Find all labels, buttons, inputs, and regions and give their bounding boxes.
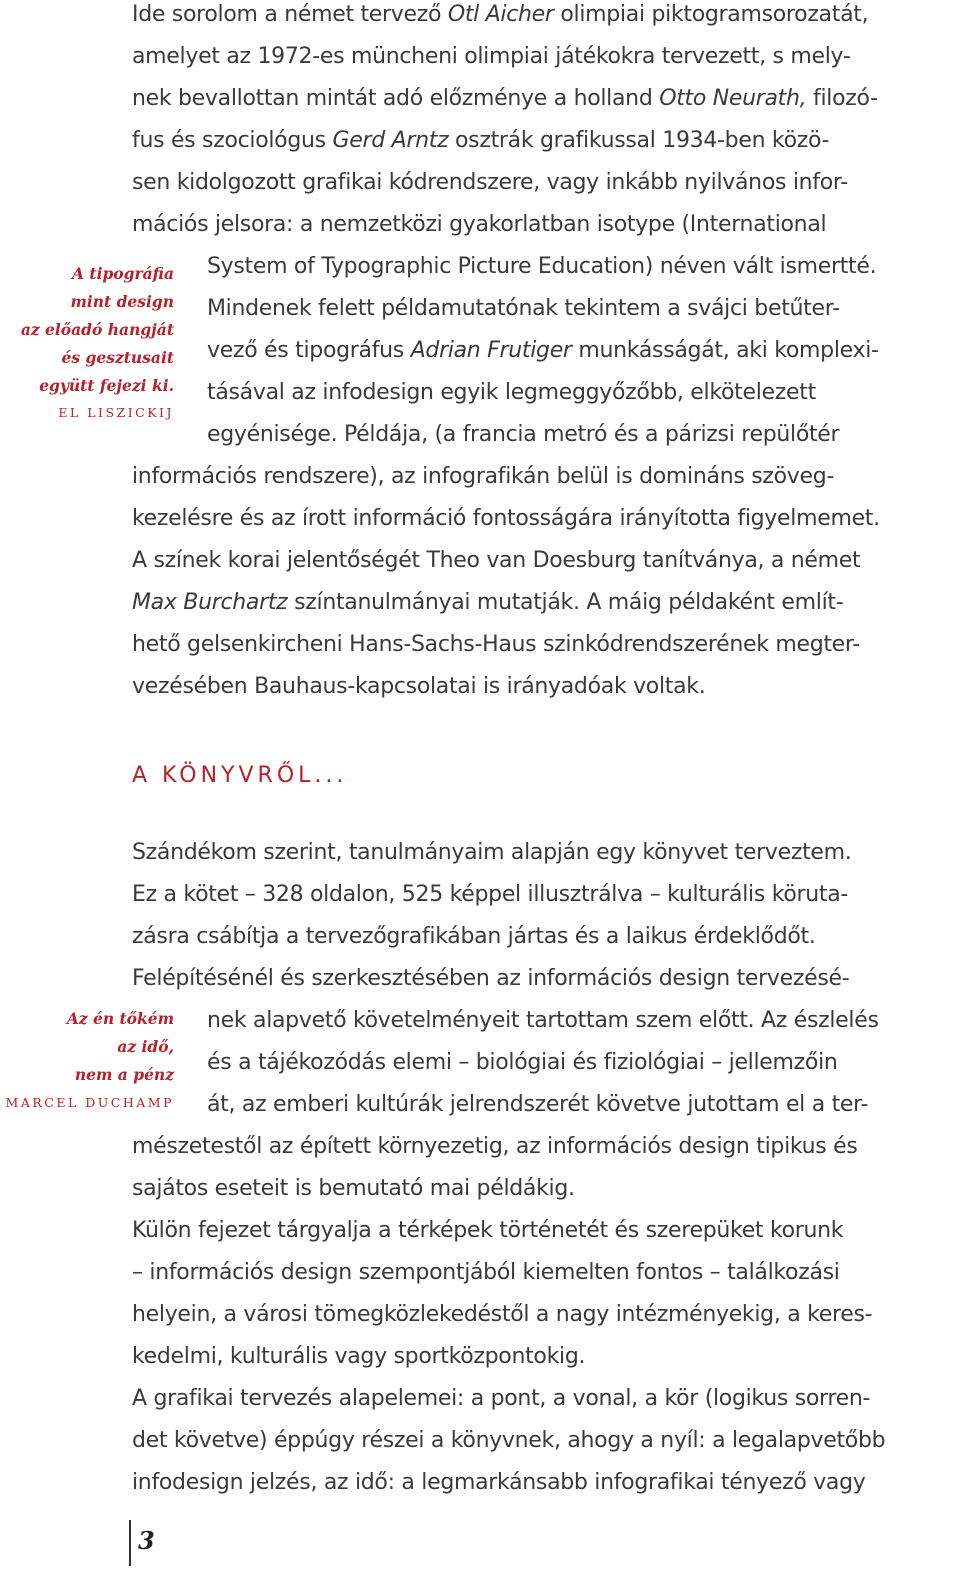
quote-line: Az én tőkém	[66, 1009, 174, 1028]
text-line: egyénisége. Példája, (a francia metró és a párizsi repülőtér	[207, 422, 840, 447]
text-line: mációs jelsora: a nemzetközi gyakorlatban isotype (International	[132, 212, 827, 237]
quote-line: együtt fejezi ki.	[39, 376, 174, 395]
quote-line: mint design	[70, 292, 174, 311]
text-line: sajátos eseteit is bemutató mai példákig.	[132, 1176, 575, 1201]
text-line: és a tájékozódás elemi – biológiai és fiziológiai – jellemzőin	[207, 1050, 838, 1075]
text-line: információs rendszere), az infografikán belül is domináns szöveg-	[132, 464, 835, 489]
quote-line: nem a pénz	[74, 1065, 174, 1084]
text-line: át, az emberi kultúrák jelrendszerét követve jutottam el a ter-	[207, 1092, 869, 1117]
page-number: 3	[138, 1526, 155, 1555]
text-line: A színek korai jelentőségét Theo van Doesburg tanítványa, a német	[132, 548, 861, 573]
quote-line: az előadó hangját	[20, 320, 174, 339]
text-line: hető gelsenkircheni Hans-Sachs-Haus szinkódrendszerének megter-	[132, 632, 860, 657]
text-line: nek alapvető követelményeit tartottam szem előtt. Az észlelés	[207, 1008, 879, 1033]
text-line: Ide sorolom a német tervező Otl Aicher olimpiai piktogramsorozatát,	[132, 2, 869, 27]
name-otl-aicher: Otl Aicher	[447, 2, 554, 27]
name-adrian-frutiger: Adrian Frutiger	[410, 338, 572, 363]
text-line: kezelésre és az írott információ fontosságára irányította figyelmemet.	[132, 506, 880, 531]
text-line: vezésében Bauhaus-kapcsolatai is irányadóak voltak.	[132, 674, 706, 699]
name-gerd-arntz: Gerd Arntz	[332, 128, 449, 153]
section-heading: A KÖNYVRŐL...	[132, 763, 348, 788]
text-line: sen kidolgozott grafikai kódrendszere, vagy inkább nyilvános infor-	[132, 170, 848, 195]
text-line: amelyet az 1972-es müncheni olimpiai játékokra tervezett, s mely-	[132, 44, 851, 69]
text-line: zásra csábítja a tervezőgrafikában jártas és a laikus érdeklődőt.	[132, 924, 816, 949]
text-line: Külön fejezet tárgyalja a térképek történetét és szerepüket korunk	[132, 1218, 844, 1243]
text-line: fus és szociológus Gerd Arntz osztrák grafikussal 1934-ben közö-	[132, 128, 830, 153]
text-line: Ez a kötet – 328 oldalon, 525 képpel illusztrálva – kulturális körutа-	[132, 882, 849, 907]
name-otto-neurath: Otto Neurath,	[659, 86, 807, 111]
text-line: Max Burchartz színtanulmányai mutatják. A máig példaként említ-	[132, 590, 844, 615]
text-line: Mindenek felett példamutatónak tekintem a svájci betűter-	[207, 296, 840, 321]
name-max-burchartz: Max Burchartz	[132, 590, 288, 615]
text-line: kedelmi, kulturális vagy sportközpontokig.	[132, 1344, 586, 1369]
quote-author: EL LISZICKIJ	[58, 405, 174, 420]
text-line: infodesign jelzés, az idő: a legmarkánsabb infografikai tényező vagy	[132, 1470, 866, 1495]
text-line: helyein, a városi tömegközlekedéstől a nagy intézményekig, a keres-	[132, 1302, 873, 1327]
text-line: nek bevallottan mintát adó előzménye a holland Otto Neurath, filozó-	[132, 86, 878, 111]
text-line: vező és tipográfus Adrian Frutiger munkásságát, aki komplexi-	[207, 338, 879, 363]
page-number-rule	[129, 1520, 131, 1566]
quote-author: MARCEL DUCHAMP	[5, 1095, 174, 1110]
text-line: mészetestől az épített környezetig, az információs design tipikus és	[132, 1134, 858, 1159]
text-line: A grafikai tervezés alapelemei: a pont, a vonal, a kör (logikus sorren-	[132, 1386, 871, 1411]
quote-line: és gesztusait	[61, 348, 174, 367]
text-line: Szándékom szerint, tanulmányaim alapján egy könyvet terveztem.	[132, 840, 852, 865]
quote-line: A tipográfia	[71, 264, 174, 283]
text-line: Felépítésénél és szerkesztésében az információs design tervezésé-	[132, 966, 850, 991]
text-line: det követve) éppúgy részei a könyvnek, ahogy a nyíl: a legalapvetőbb	[132, 1428, 886, 1453]
text-line: – információs design szempontjából kiemelten fontos – találkozási	[132, 1260, 840, 1285]
text-line: tásával az infodesign egyik legmeggyőzőbb, elkötelezett	[207, 380, 816, 405]
text-line: System of Typographic Picture Education) néven vált ismertté.	[207, 254, 877, 279]
quote-line: az idő,	[117, 1037, 174, 1056]
